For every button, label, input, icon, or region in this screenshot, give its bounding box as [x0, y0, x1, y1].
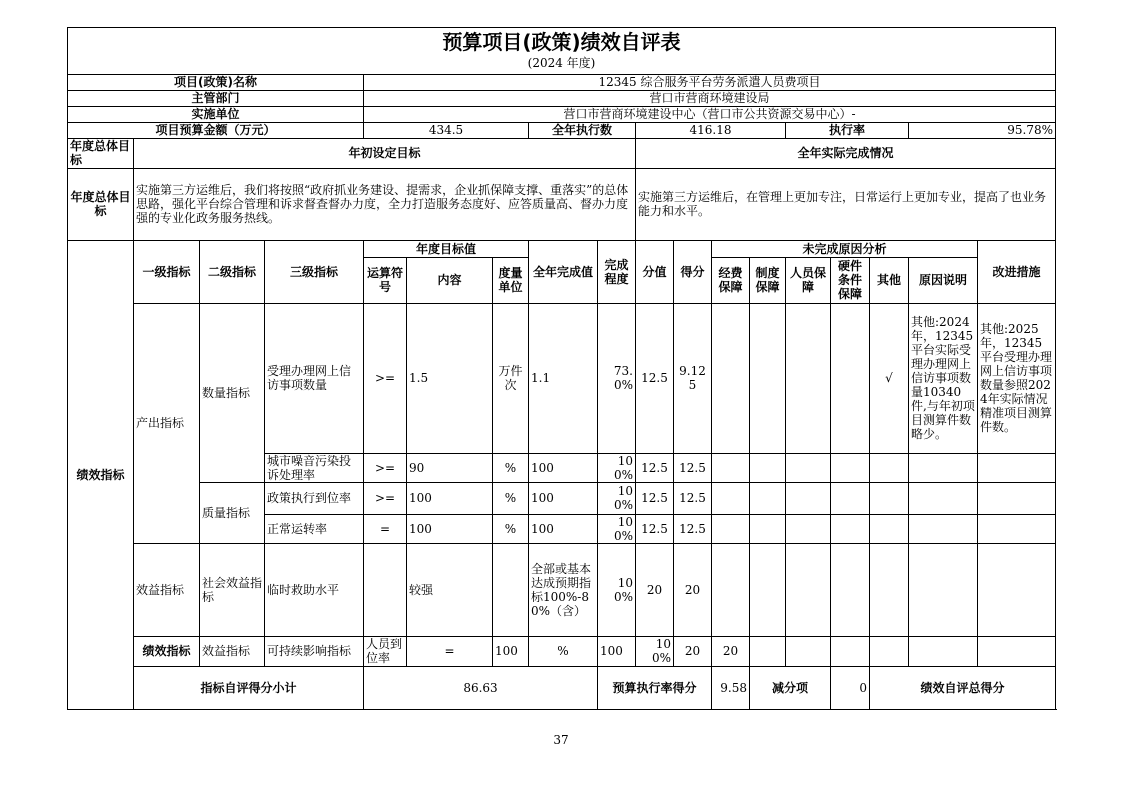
- subtotal-value: 86.63: [364, 666, 598, 709]
- r1-other-check: √: [870, 303, 909, 453]
- subtotal-label: 指标自评得分小计: [134, 666, 364, 709]
- footer-row: [68, 666, 1056, 709]
- reason-group-header: 未完成原因分析: [712, 240, 978, 257]
- output-indicator: 产出指标: [134, 303, 200, 543]
- exec-label: 全年执行数: [529, 122, 636, 138]
- sustain-indicator: 可持续影响指标: [265, 636, 364, 666]
- table-row: [68, 303, 1056, 453]
- page-number: 37: [553, 733, 569, 747]
- r4-unit: %: [493, 514, 529, 543]
- initial-goal-text: 实施第三方运维后，我们将按照“政府抓业务建设、提需求，企业抓保障支撑、重落实”的总体思路，强化平台综合管理和诉求督查督办力度，全力打造服务态度好、应答质量高、督办力度强的专业化政务服务热线。: [134, 168, 636, 240]
- quality-indicator: 质量指标: [200, 482, 265, 543]
- unit-label: 实施单位: [68, 106, 364, 122]
- table-row: [68, 636, 1056, 666]
- r6-content: 100: [493, 636, 529, 666]
- r2-op: >=: [364, 453, 407, 482]
- r3-done: 100: [529, 482, 598, 514]
- r4-score: 12.5: [674, 514, 712, 543]
- perf-indicator-label-2: 绩效指标: [134, 636, 200, 666]
- r6-score: 20: [712, 636, 750, 666]
- rate-value: 95.78%: [909, 122, 1056, 138]
- r1-content: 1.5: [407, 303, 493, 453]
- r3-unit: %: [493, 482, 529, 514]
- r6-done: 100: [598, 636, 636, 666]
- r6-op: =: [407, 636, 493, 666]
- weight-header: 分值: [636, 240, 674, 303]
- r2-l3: 城市噪音污染投诉处理率: [265, 453, 364, 482]
- fund-header: 经费保障: [712, 257, 750, 303]
- actual-goal-header: 全年实际完成情况: [636, 138, 1056, 168]
- r3-op: >=: [364, 482, 407, 514]
- score-header: 得分: [674, 240, 712, 303]
- goals-row-label: 年度总体目标: [68, 168, 134, 240]
- page-title: 预算项目(政策)绩效自评表: [68, 28, 1056, 55]
- r3-weight: 12.5: [636, 482, 674, 514]
- total-label: 绩效自评总得分: [870, 666, 1056, 709]
- r4-content: 100: [407, 514, 493, 543]
- exec-value: 416.18: [636, 122, 786, 138]
- r2-content: 90: [407, 453, 493, 482]
- op-header: 运算符号: [364, 257, 407, 303]
- budget-value: 434.5: [364, 122, 529, 138]
- rate-label: 执行率: [786, 122, 909, 138]
- staff-header: 人员保障: [786, 257, 831, 303]
- evaluation-sheet: [67, 27, 1055, 710]
- explain-header: 原因说明: [909, 257, 978, 303]
- r1-degree: 73.0%: [598, 303, 636, 453]
- initial-goal-header: 年初设定目标: [134, 138, 636, 168]
- l1-header: 一级指标: [134, 240, 200, 303]
- r5-done: 全部或基本达成预期指标100%-80%（含）: [529, 543, 598, 636]
- r2-degree: 100%: [598, 453, 636, 482]
- l3-header: 三级指标: [265, 240, 364, 303]
- r2-done: 100: [529, 453, 598, 482]
- r2-weight: 12.5: [636, 453, 674, 482]
- table-row: [68, 482, 1056, 514]
- budget-score-value: 9.58: [712, 666, 750, 709]
- actual-goal-text: 实施第三方运维后，在管理上更加专注，日常运行上更加专业，提高了也业务能力和水平。: [636, 168, 1056, 240]
- r4-weight: 12.5: [636, 514, 674, 543]
- r3-content: 100: [407, 482, 493, 514]
- r6-weight: 20: [674, 636, 712, 666]
- r1-improve: 其他:2025年，12345平台受理办理网上信访事项数量参照2024年实际情况精准项目测算件数。: [978, 303, 1056, 453]
- r1-score: 9.125: [674, 303, 712, 453]
- benefit-indicator-2: 效益指标: [200, 636, 265, 666]
- r1-op: >=: [364, 303, 407, 453]
- r1-unit: 万件次: [493, 303, 529, 453]
- r5-content: 较强: [407, 543, 493, 636]
- r1-l3: 受理办理网上信访事项数量: [265, 303, 364, 453]
- r2-score: 12.5: [674, 453, 712, 482]
- target-group-header: 年度目标值: [364, 240, 529, 257]
- table-row: [68, 543, 1056, 636]
- evaluation-table: [67, 27, 1056, 710]
- benefit-indicator: 效益指标: [134, 543, 200, 636]
- improve-header: 改进措施: [978, 240, 1056, 303]
- budget-label: 项目预算金额（万元）: [68, 122, 364, 138]
- r3-l3: 政策执行到位率: [265, 482, 364, 514]
- r1-staff: [786, 303, 831, 453]
- r6-unit: %: [529, 636, 598, 666]
- content-header: 内容: [407, 257, 493, 303]
- budget-score-label: 预算执行率得分: [598, 666, 712, 709]
- page-subtitle: (2024 年度): [68, 54, 1056, 74]
- r6-l3: 人员到位率: [364, 636, 407, 666]
- r1-fund: [712, 303, 750, 453]
- r5-score: 20: [674, 543, 712, 636]
- r4-degree: 100%: [598, 514, 636, 543]
- degree-header: 完成程度: [598, 240, 636, 303]
- r5-degree: 100%: [598, 543, 636, 636]
- r4-done: 100: [529, 514, 598, 543]
- r4-l3: 正常运转率: [265, 514, 364, 543]
- r1-hardware: [831, 303, 870, 453]
- social-indicator: 社会效益指标: [200, 543, 265, 636]
- quantity-indicator: 数量指标: [200, 303, 265, 482]
- other-header: 其他: [870, 257, 909, 303]
- unit-value: 营口市营商环境建设中心（营口市公共资源交易中心）-: [364, 106, 1056, 122]
- deduct-label: 减分项: [750, 666, 831, 709]
- project-name-label: 项目(政策)名称: [68, 74, 364, 90]
- deduct-value: 0: [831, 666, 870, 709]
- r3-score: 12.5: [674, 482, 712, 514]
- r1-system: [750, 303, 786, 453]
- dept-value: 营口市营商环境建设局: [364, 90, 1056, 106]
- done-header: 全年完成值: [529, 240, 598, 303]
- r5-l3: 临时救助水平: [265, 543, 364, 636]
- r4-op: =: [364, 514, 407, 543]
- r1-weight: 12.5: [636, 303, 674, 453]
- r6-degree: 100%: [636, 636, 674, 666]
- perf-indicator-label: 绩效指标: [68, 240, 134, 709]
- r1-explain: 其他:2024年，12345平台实际受理办理网上信访事项数量10340件,与年初项目测算件数略少。: [909, 303, 978, 453]
- project-name: 12345 综合服务平台劳务派遣人员费项目: [364, 74, 1056, 90]
- l2-header: 二级指标: [200, 240, 265, 303]
- r5-weight: 20: [636, 543, 674, 636]
- r1-done: 1.1: [529, 303, 598, 453]
- hardware-header: 硬件条件保障: [831, 257, 870, 303]
- goals-header-label: 年度总体目标: [68, 138, 134, 168]
- r3-degree: 100%: [598, 482, 636, 514]
- r2-unit: %: [493, 453, 529, 482]
- unit-header: 度量单位: [493, 257, 529, 303]
- system-header: 制度保障: [750, 257, 786, 303]
- dept-label: 主管部门: [68, 90, 364, 106]
